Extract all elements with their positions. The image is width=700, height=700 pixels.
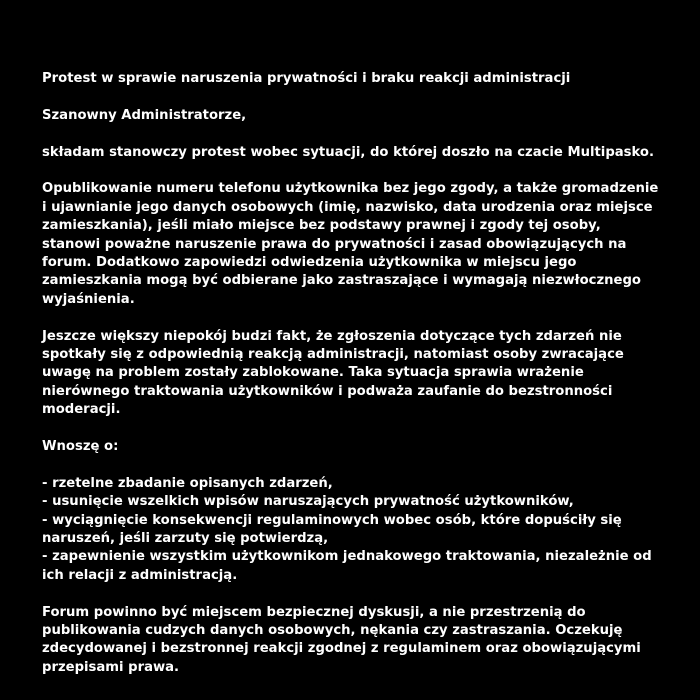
paragraph-closing: Forum powinno być miejscem bezpiecznej dyskusji, a nie przestrzenią do publikowania cudzych danych osobowych, nękania czy zastraszania. Oczekuję zdecydowanej i bezstronnej reakcji zgodnej z regulaminem oraz obowiązującymi przepisami prawa. (42, 604, 641, 675)
list-item: - usunięcie wszelkich wpisów naruszających prywatność użytkowników, (42, 494, 574, 510)
list-item: - rzetelne zbadanie opisanych zdarzeń, (42, 475, 333, 491)
document-title: Protest w sprawie naruszenia prywatności i braku reakcji administracji (42, 71, 571, 86)
requests-list (42, 475, 660, 585)
paragraph-admin-response: Jeszcze większy niepokój budzi fakt, że zgłoszenia dotyczące tych zdarzeń nie spotkały się z odpowiednią reakcją administracji, natomiast osoby zwracające uwagę na problem zostały zablokowane. Taka sytuacja sprawia wrażenie nierównego traktowania użytkowników i podważa zaufanie do bezstronności moderacji. (42, 328, 624, 418)
list-item: - zapewnienie wszystkim użytkownikom jednakowego traktowania, niezależnie od ich relacji z administracją. (42, 549, 652, 583)
paragraph-privacy-violation: Opublikowanie numeru telefonu użytkownika bez jego zgody, a także gromadzenie i ujawnianie jego danych osobowych (imię, nazwisko, data urodzenia oraz miejsce zamieszkania), jeśli miało miejsce bez podstawy prawnej i zgody tej osoby, stanowi poważne naruszenie prawa do prywatności i zasad obowiązujących na forum. Dodatkowo zapowiedzi odwiedzenia użytkownika w miejscu jego zamieszkania mogą być odbierane jako zastraszające i wymagają niezwłocznego wyjaśnienia. (42, 181, 659, 307)
paragraph-intro: składam stanowczy protest wobec sytuacji, do której doszło na czacie Multipasko. (42, 144, 655, 160)
list-item: - wyciągnięcie konsekwencji regulaminowych wobec osób, które dopuściły się naruszeń, jeśli zarzuty się potwierdzą, (42, 512, 622, 547)
requests-intro: Wnoszę o: (42, 439, 119, 455)
greeting: Szanowny Administratorze, (42, 107, 247, 123)
